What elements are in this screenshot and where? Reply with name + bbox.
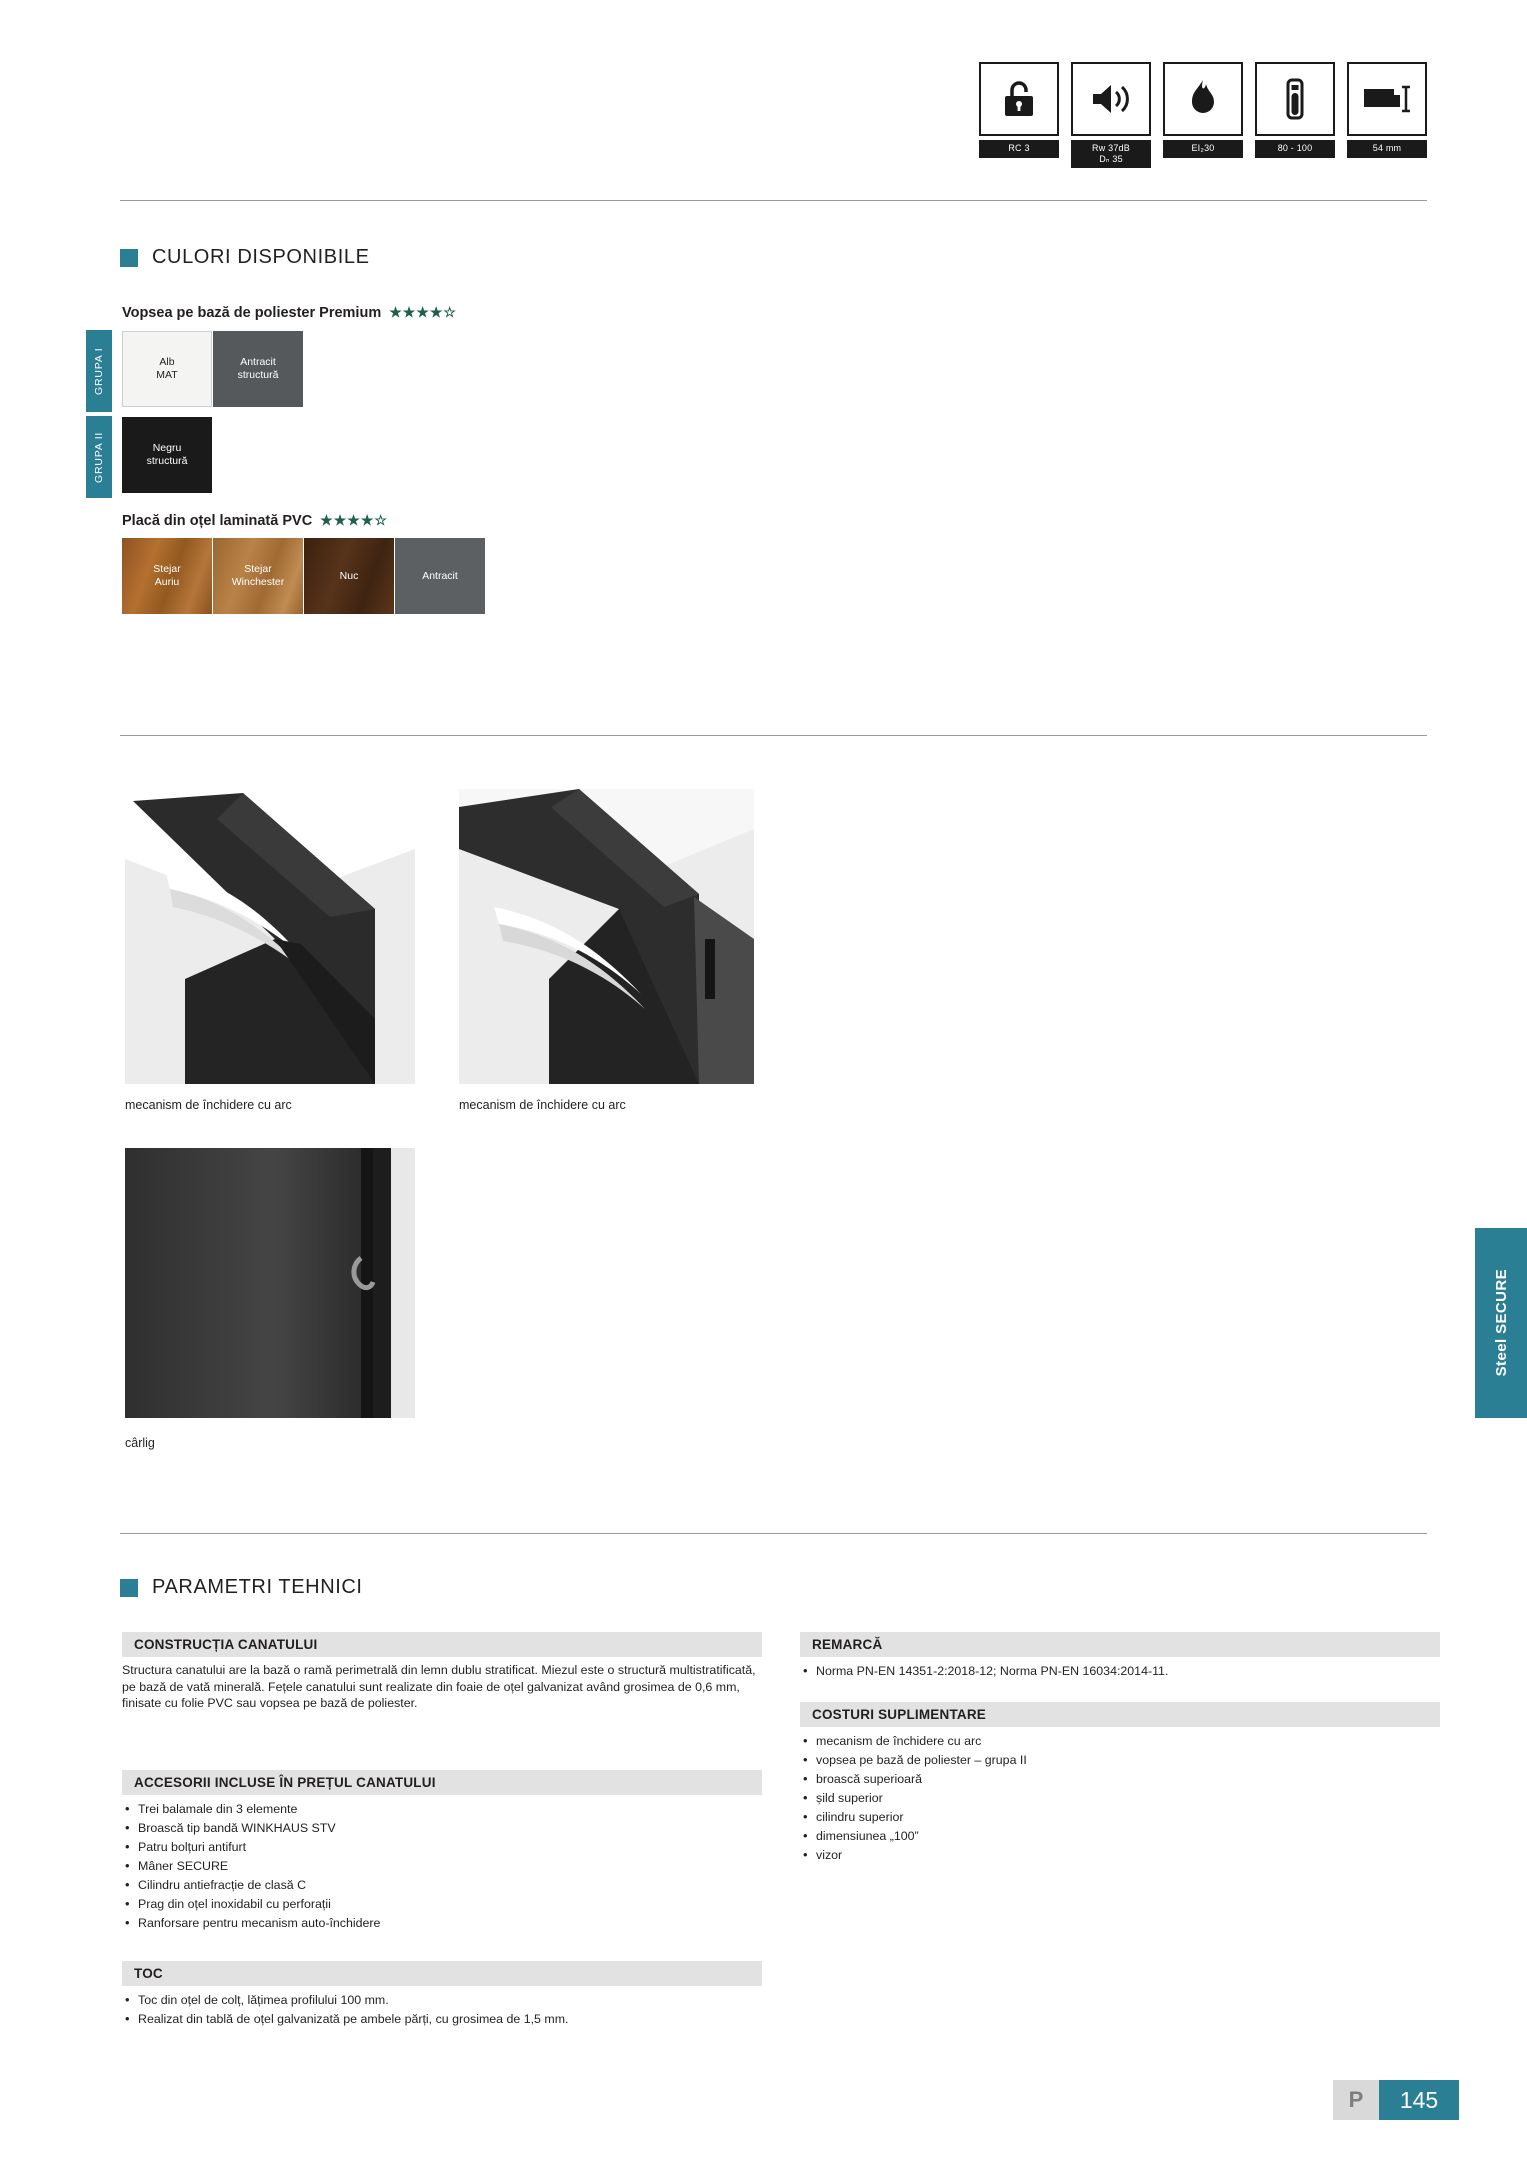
icon-caption	[1347, 140, 1427, 158]
swatch-label-line2: structură	[146, 455, 188, 467]
group-tab-i: GRUPA I	[86, 330, 112, 412]
swatch-label-line2: MAT	[156, 369, 178, 381]
section-header-tech	[120, 1576, 363, 1599]
swatch-label-line1: Nuc	[339, 569, 359, 582]
list-item: • broască superioară	[800, 1770, 1440, 1789]
bar-construction: CONSTRUCȚIA CANATULUI	[122, 1632, 762, 1657]
icon-caption	[1163, 140, 1243, 158]
list-item: • Mâner SECURE	[122, 1857, 762, 1876]
photo-caption-2: mecanism de închidere cu arc	[459, 1098, 626, 1112]
side-tab-label: Steel SECURE	[1492, 1269, 1510, 1377]
swatch-antracit-structura[interactable]	[213, 331, 303, 407]
laminate-heading-text: Placă din oțel laminată PVC	[122, 513, 313, 529]
icon-caption-main: 54 mm	[1372, 143, 1402, 153]
section-marker-icon	[120, 1579, 138, 1597]
icon-caption-main: EI₂30	[1191, 143, 1215, 153]
bar-frame: TOC	[122, 1961, 762, 1986]
swatch-label-line1: Antracit	[240, 356, 276, 368]
spec-icon-acoustic	[1071, 62, 1151, 168]
swatch-label-line1: Stejar	[153, 563, 181, 575]
swatch-label-line2: structură	[237, 369, 279, 381]
icon-caption-sub: Dₙ 35	[1099, 154, 1123, 164]
list-item: • Toc din oțel de colț, lățimea profilului 100 mm.	[122, 1991, 762, 2010]
swatch-label-line1: Stejar	[244, 563, 272, 575]
icon-caption-main: RC 3	[1008, 143, 1030, 153]
divider-middle	[120, 735, 1427, 736]
spec-icon-fire	[1163, 62, 1243, 168]
extra-costs-list	[800, 1732, 1440, 1865]
list-item: • Trei balamale din 3 elemente	[122, 1800, 762, 1819]
spec-icon-rc3	[979, 62, 1059, 168]
page-number: 145	[1379, 2080, 1459, 2120]
swatch-stejar-winchester[interactable]	[213, 538, 303, 614]
swatch-stejar-auriu[interactable]	[122, 538, 212, 614]
list-item: • șild superior	[800, 1789, 1440, 1808]
thermometer-icon	[1255, 62, 1335, 136]
swatch-label-line2: Auriu	[154, 576, 180, 588]
list-item: • Norma PN-EN 14351-2:2018-12; Norma PN-EN 16034:2014-11.	[800, 1662, 1440, 1681]
speaker-icon	[1071, 62, 1151, 136]
swatch-negru-structura[interactable]	[122, 417, 212, 493]
divider-bottom	[120, 1533, 1427, 1534]
remark-list	[800, 1662, 1440, 1681]
icon-caption-main: Rw 37dB	[1092, 143, 1130, 153]
laminate-rating-stars: ★★★★☆	[320, 512, 388, 528]
icon-caption	[1071, 140, 1151, 168]
accessories-list	[122, 1800, 762, 1933]
photo-caption-1: mecanism de închidere cu arc	[125, 1098, 292, 1112]
divider-top	[120, 200, 1427, 201]
icon-caption	[1255, 140, 1335, 158]
icon-caption	[979, 140, 1059, 158]
frame-list	[122, 1991, 762, 2029]
list-item: • Cilindru antiefracție de clasă C	[122, 1876, 762, 1895]
swatch-label-line2: Winchester	[231, 576, 285, 588]
bar-accessories: ACCESORII INCLUSE ÎN PREȚUL CANATULUI	[122, 1770, 762, 1795]
laminate-heading	[122, 512, 388, 529]
list-item: • Broască tip bandă WINKHAUS STV	[122, 1819, 762, 1838]
list-item: • Ranforsare pentru mecanism auto-închidere	[122, 1914, 762, 1933]
photo-hook	[125, 1148, 415, 1418]
section-marker-icon	[120, 249, 138, 267]
icon-caption-main: 80 - 100	[1277, 143, 1313, 153]
bar-extra-costs: COSTURI SUPLIMENTARE	[800, 1702, 1440, 1727]
spec-icon-thickness	[1347, 62, 1427, 168]
page-title: CULORI DISPONIBILE	[152, 246, 370, 268]
list-item: • Patru bolțuri antifurt	[122, 1838, 762, 1857]
photo-arc-closing-mechanism-2	[459, 789, 754, 1084]
list-item: • vizor	[800, 1846, 1440, 1865]
tech-title: PARAMETRI TEHNICI	[152, 1576, 363, 1598]
list-item: • dimensiunea „100”	[800, 1827, 1440, 1846]
construction-text: Structura canatului are la bază o ramă perimetrală din lemn dublu stratificat. Miezul este o structură multistratificată, pe bază de vată minerală. Fețele canatului sunt realizate din foaie de oțel galvanizat având grosimea de 0,6 mm, finisate cu folie PVC sau vopsea pe bază de poliester.	[122, 1663, 756, 1710]
flame-icon	[1163, 62, 1243, 136]
photo-arc-closing-mechanism-1	[125, 789, 415, 1084]
section-header-colors	[120, 246, 370, 269]
spec-icon-temperature	[1255, 62, 1335, 168]
padlock-icon	[979, 62, 1059, 136]
swatch-alb-mat[interactable]	[122, 331, 212, 407]
paint-rating-stars: ★★★★☆	[389, 304, 457, 320]
paint-heading-text: Vopsea pe bază de poliester Premium	[122, 305, 382, 321]
publisher-logo: P	[1333, 2080, 1379, 2120]
swatch-label-line1: Alb	[159, 356, 175, 368]
list-item: • mecanism de închidere cu arc	[800, 1732, 1440, 1751]
photo-caption-3: cârlig	[125, 1436, 155, 1450]
paint-heading	[122, 304, 457, 321]
list-item: • cilindru superior	[800, 1808, 1440, 1827]
list-item: • Prag din oțel inoxidabil cu perforații	[122, 1895, 762, 1914]
spec-icon-strip	[979, 62, 1427, 168]
swatch-antracit[interactable]	[395, 538, 485, 614]
group-tab-ii: GRUPA II	[86, 416, 112, 498]
list-item: • Realizat din tablă de oțel galvanizată pe ambele părți, cu grosimea de 1,5 mm.	[122, 2010, 762, 2029]
swatch-label-line1: Negru	[152, 442, 182, 454]
swatch-label-line1: Antracit	[422, 569, 458, 582]
list-item: • vopsea pe bază de poliester – grupa II	[800, 1751, 1440, 1770]
side-tab-steel-secure	[1475, 1228, 1527, 1418]
thickness-icon	[1347, 62, 1427, 136]
bar-remark: REMARCĂ	[800, 1632, 1440, 1657]
swatch-nuc[interactable]	[304, 538, 394, 614]
